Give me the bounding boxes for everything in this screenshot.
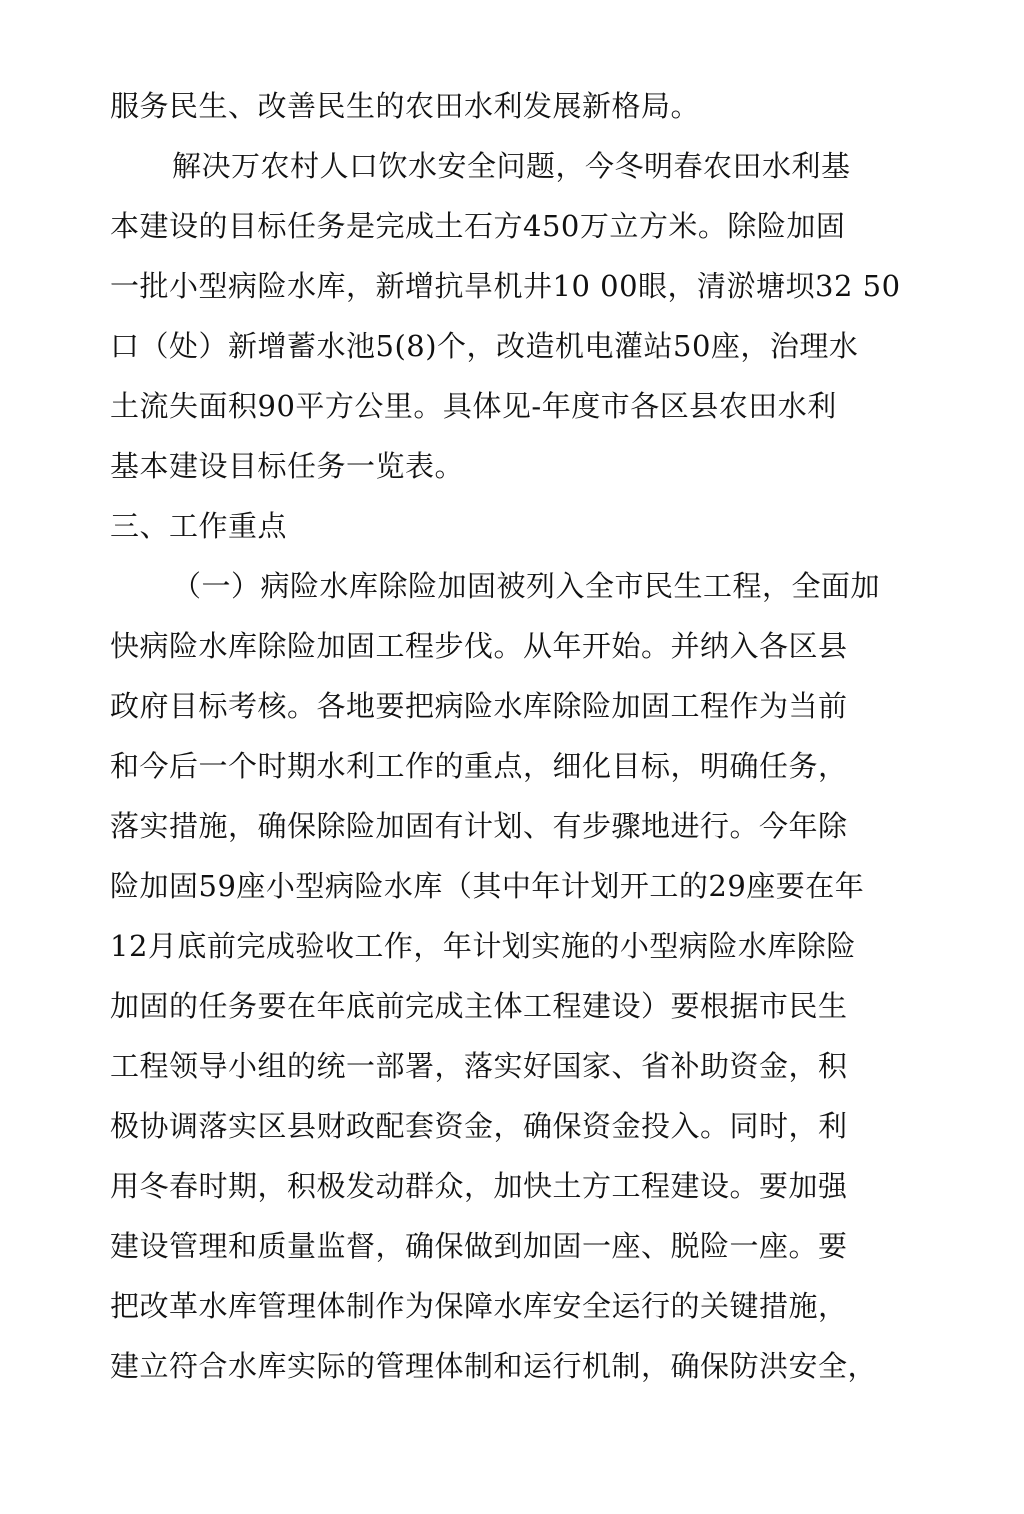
paragraph-line-11: 政府目标考核。各地要把病险水库除险加固工程作为当前 xyxy=(110,689,848,723)
paragraph-line-3: 本建设的目标任务是完成土石方450万立方米。除险加固 xyxy=(110,209,846,243)
paragraph-line-4: 一批小型病险水库，新增抗旱机井10 00眼，清淤塘坝32 50 xyxy=(110,269,901,303)
paragraph-line-13: 落实措施，确保除险加固有计划、有步骤地进行。今年除 xyxy=(110,809,848,843)
paragraph-line-12: 和今后一个时期水利工作的重点，细化目标，明确任务， xyxy=(110,749,848,783)
paragraph-line-10: 快病险水库除险加固工程步伐。从年开始。并纳入各区县 xyxy=(110,629,848,663)
paragraph-line-20: 建设管理和质量监督，确保做到加固一座、脱险一座。要 xyxy=(110,1229,848,1263)
paragraph-line-19: 用冬春时期，积极发动群众，加快土方工程建设。要加强 xyxy=(110,1169,848,1203)
paragraph-line-1: 服务民生、改善民生的农田水利发展新格局。 xyxy=(110,89,701,123)
paragraph-line-14: 险加固59座小型病险水库（其中年计划开工的29座要在年 xyxy=(110,869,865,903)
paragraph-line-5: 口（处）新增蓄水池5(8)个，改造机电灌站50座，治理水 xyxy=(110,329,859,363)
paragraph-line-17: 工程领导小组的统一部署，落实好国家、省补助资金，积 xyxy=(110,1049,848,1083)
paragraph-line-2: 解决万农村人口饮水安全问题，今冬明春农田水利基 xyxy=(172,149,851,183)
paragraph-line-22: 建立符合水库实际的管理体制和运行机制，确保防洪安全， xyxy=(110,1349,878,1383)
paragraph-line-16: 加固的任务要在年底前完成主体工程建设）要根据市民生 xyxy=(110,989,848,1023)
paragraph-line-18: 极协调落实区县财政配套资金，确保资金投入。同时，利 xyxy=(110,1109,848,1143)
paragraph-line-9: （一）病险水库除险加固被列入全市民生工程，全面加 xyxy=(172,569,881,603)
paragraph-line-21: 把改革水库管理体制作为保障水库安全运行的关键措施， xyxy=(110,1289,848,1323)
paragraph-line-7: 基本建设目标任务一览表。 xyxy=(110,449,465,483)
paragraph-line-6: 土流失面积90平方公里。具体见-年度市各区县农田水利 xyxy=(110,389,837,423)
section-heading: 三、工作重点 xyxy=(110,509,288,543)
paragraph-line-15: 12月底前完成验收工作，年计划实施的小型病险水库除险 xyxy=(110,929,856,963)
